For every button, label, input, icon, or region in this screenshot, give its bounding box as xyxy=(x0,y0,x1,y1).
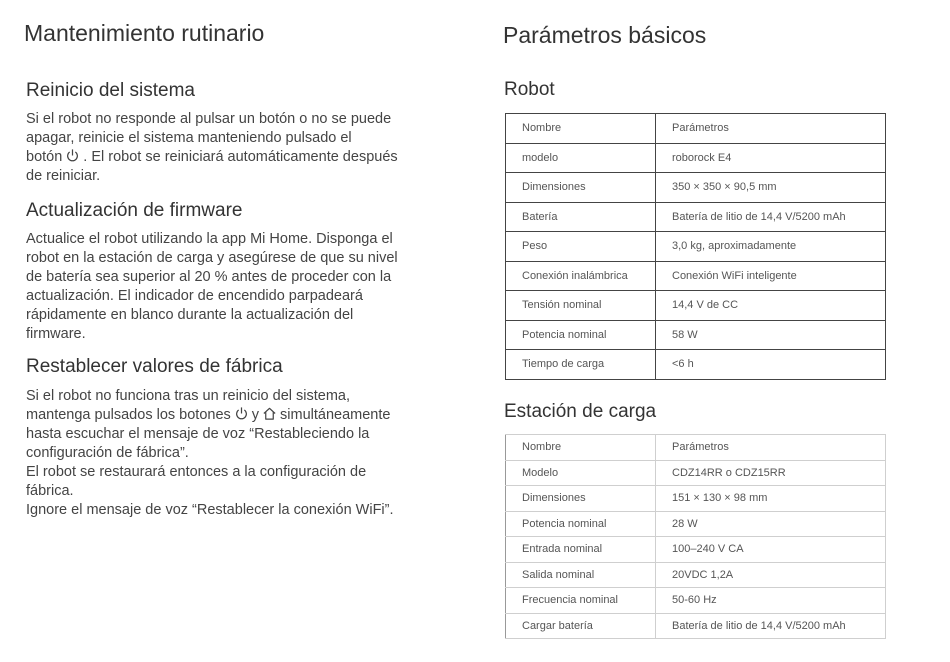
spec-value-cell: <6 h xyxy=(656,350,886,380)
text-line: de batería sea superior al 20 % antes de proceder con la xyxy=(26,269,392,285)
text-line: Ignore el mensaje de voz “Restablecer la conexión WiFi”. xyxy=(26,502,394,518)
spec-value-cell: Parámetros xyxy=(656,114,886,144)
text-suffix: simultáneamente xyxy=(280,407,391,423)
section-text-firmware xyxy=(26,230,466,344)
page-title-left: Mantenimiento rutinario xyxy=(24,20,265,46)
spec-value-cell: Parámetros xyxy=(656,435,886,461)
spec-value-cell: 20VDC 1,2A xyxy=(656,562,886,588)
text-line: apagar, reinicie el sistema manteniendo pulsado el xyxy=(26,130,352,146)
section-heading-reset: Reinicio del sistema xyxy=(26,80,195,101)
spec-name-cell: Frecuencia nominal xyxy=(506,588,656,614)
spec-value-cell: roborock E4 xyxy=(656,143,886,173)
spec-name-cell: Dimensiones xyxy=(506,486,656,512)
table-row xyxy=(506,613,886,639)
spec-value-cell: Conexión WiFi inteligente xyxy=(656,261,886,291)
spec-name-cell: Tensión nominal xyxy=(506,291,656,321)
robot-spec-table xyxy=(505,113,886,380)
spec-value-cell: 151 × 130 × 98 mm xyxy=(656,486,886,512)
table-row xyxy=(506,460,886,486)
text-line: configuración de fábrica”. xyxy=(26,445,189,461)
spec-value-cell: 14,4 V de CC xyxy=(656,291,886,321)
station-heading: Estación de carga xyxy=(504,401,657,422)
table-row xyxy=(506,588,886,614)
table-row xyxy=(506,320,886,350)
spec-value-cell: 3,0 kg, aproximadamente xyxy=(656,232,886,262)
table-header-row xyxy=(506,435,886,461)
table-row xyxy=(506,562,886,588)
spec-name-cell: Batería xyxy=(506,202,656,232)
table-row xyxy=(506,537,886,563)
text-prefix: mantenga pulsados los botones xyxy=(26,407,231,423)
spec-name-cell: Entrada nominal xyxy=(506,537,656,563)
text-line: hasta escuchar el mensaje de voz “Restableciendo la xyxy=(26,426,370,442)
text-join: y xyxy=(251,407,260,423)
spec-name-cell: Potencia nominal xyxy=(506,320,656,350)
section-heading-factory: Restablecer valores de fábrica xyxy=(26,356,283,377)
spec-name-cell: Cargar batería xyxy=(506,613,656,639)
text-line: de reiniciar. xyxy=(26,168,101,184)
spec-name-cell: Nombre xyxy=(506,435,656,461)
spec-value-cell: 350 × 350 × 90,5 mm xyxy=(656,173,886,203)
text-line: robot en la estación de carga y asegúrese de que su nivel xyxy=(26,250,398,266)
spec-name-cell: modelo xyxy=(506,143,656,173)
robot-heading: Robot xyxy=(504,79,555,100)
table-row xyxy=(506,143,886,173)
spec-name-cell: Dimensiones xyxy=(506,173,656,203)
section-heading-firmware: Actualización de firmware xyxy=(26,200,243,221)
spec-value-cell: 100–240 V CA xyxy=(656,537,886,563)
text-line: firmware. xyxy=(26,326,86,342)
text-line: fábrica. xyxy=(26,483,74,499)
text-line: El robot se restaurará entonces a la configuración de xyxy=(26,464,367,480)
section-text-reset xyxy=(26,110,466,186)
station-spec-table xyxy=(505,434,886,639)
spec-name-cell: Modelo xyxy=(506,460,656,486)
table-row xyxy=(506,511,886,537)
spec-name-cell: Potencia nominal xyxy=(506,511,656,537)
power-icon xyxy=(65,148,80,163)
spec-name-cell: Tiempo de carga xyxy=(506,350,656,380)
spec-name-cell: Peso xyxy=(506,232,656,262)
spec-value-cell: 50-60 Hz xyxy=(656,588,886,614)
table-header-row xyxy=(506,114,886,144)
text-line: Si el robot no funciona tras un reinicio del sistema, xyxy=(26,388,351,404)
text-line xyxy=(26,406,466,425)
spec-value-cell: Batería de litio de 14,4 V/5200 mAh xyxy=(656,202,886,232)
spec-value-cell: Batería de litio de 14,4 V/5200 mAh xyxy=(656,613,886,639)
table-row xyxy=(506,291,886,321)
text-prefix: botón xyxy=(26,149,63,165)
spec-name-cell: Nombre xyxy=(506,114,656,144)
text-line: Si el robot no responde al pulsar un botón o no se puede xyxy=(26,111,392,127)
spec-value-cell: CDZ14RR o CDZ15RR xyxy=(656,460,886,486)
spec-value-cell: 28 W xyxy=(656,511,886,537)
text-suffix: . El robot se reiniciará automáticamente después xyxy=(83,149,398,165)
section-text-factory xyxy=(26,387,466,520)
table-row xyxy=(506,232,886,262)
page-title-right: Parámetros básicos xyxy=(503,22,707,48)
text-line: Actualice el robot utilizando la app Mi Home. Disponga el xyxy=(26,231,393,247)
text-line xyxy=(26,148,466,167)
table-row xyxy=(506,173,886,203)
text-line: actualización. El indicador de encendido parpadeará xyxy=(26,288,363,304)
spec-value-cell: 58 W xyxy=(656,320,886,350)
table-row xyxy=(506,202,886,232)
text-line: rápidamente en blanco durante la actualización del xyxy=(26,307,354,323)
table-row xyxy=(506,350,886,380)
table-row xyxy=(506,261,886,291)
table-row xyxy=(506,486,886,512)
power-icon xyxy=(234,406,249,421)
home-icon xyxy=(262,406,277,421)
spec-name-cell: Salida nominal xyxy=(506,562,656,588)
spec-name-cell: Conexión inalámbrica xyxy=(506,261,656,291)
